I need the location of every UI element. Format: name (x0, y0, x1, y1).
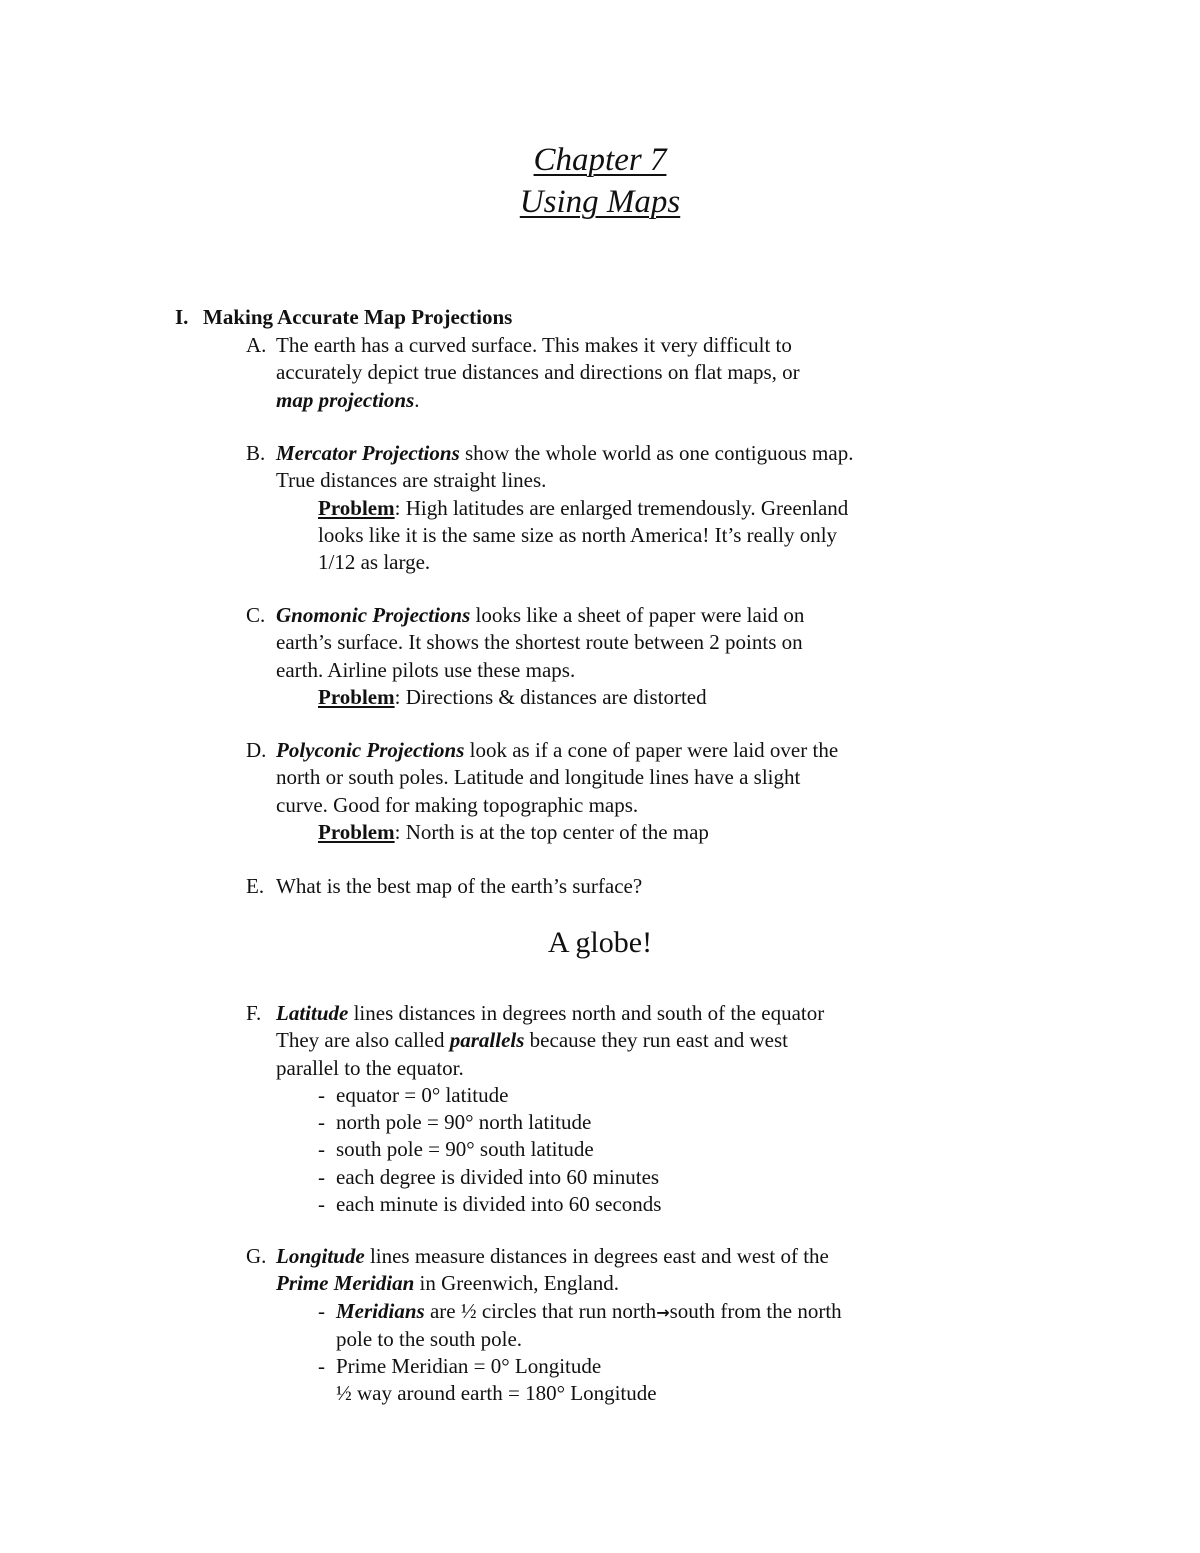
item-b-line1-text: show the whole world as one contiguous map. (459, 441, 854, 465)
item-c-letter: C. (246, 603, 266, 627)
item-b-problem-line3: 1/12 as large. (318, 550, 431, 575)
section-heading (175, 305, 512, 330)
term-latitude: Latitude (276, 1001, 349, 1025)
item-a-line3 (276, 387, 800, 414)
item-a-letter: A. (246, 333, 267, 357)
item-b-letter: B. (246, 441, 266, 465)
item-f-line2-rest: because they run east and west (524, 1028, 788, 1053)
item-f (0, 1000, 824, 1218)
list-item (318, 1191, 824, 1218)
item-d-line2: north or south poles. Latitude and longitude lines have a slight (276, 765, 801, 790)
item-f-line1-text: lines distances in degrees north and south of the equator (348, 1001, 825, 1025)
term-map-projections: map projections (276, 387, 415, 412)
item-d-problem-text: : North is at the top center of the map (394, 819, 709, 844)
item-b (0, 440, 853, 576)
term-gnomonic: Gnomonic Projections (276, 603, 471, 627)
item-b-line1 (276, 440, 853, 467)
item-a-line1: The earth has a curved surface. This makes it very difficult to (276, 333, 792, 357)
item-d-problem (318, 819, 838, 846)
item-a-line2: accurately depict true distances and directions on flat maps, or (276, 360, 800, 385)
list-item (318, 1353, 842, 1380)
bullet-text: Prime Meridian = 0° Longitude (336, 1354, 602, 1379)
item-g-letter: G. (246, 1244, 267, 1268)
term-meridians: Meridians (336, 1298, 425, 1323)
item-a-period: . (414, 387, 420, 412)
chapter-title: Chapter 7 (533, 142, 667, 178)
item-e (0, 873, 642, 900)
item-d-letter: D. (246, 738, 267, 762)
item-e-letter: E. (246, 874, 265, 898)
item-g-line2 (276, 1270, 842, 1297)
item-f-line1 (276, 1000, 824, 1027)
section-title: Making Accurate Map Projections (203, 305, 513, 329)
item-f-line2 (276, 1027, 824, 1054)
bullet-text: equator = 0° latitude (336, 1082, 509, 1107)
item-g-line1-text: lines measure distances in degrees east and west of the (364, 1244, 829, 1268)
item-c-problem (318, 684, 804, 711)
item-c-line3: earth. Airline pilots use these maps. (276, 657, 576, 682)
bullet-text: each minute is divided into 60 seconds (336, 1192, 662, 1217)
term-longitude: Longitude (276, 1244, 365, 1268)
bullet-text: south pole = 90° south latitude (336, 1137, 594, 1162)
problem-label: Problem (318, 819, 395, 844)
bullet-dash: - (318, 1354, 325, 1379)
list-item-continuation: ½ way around earth = 180° Longitude (336, 1381, 657, 1406)
item-b-problem (318, 495, 853, 522)
bullet-dash: - (318, 1137, 325, 1162)
item-f-line3: parallel to the equator. (276, 1055, 464, 1080)
item-g-line2-text: in Greenwich, England. (414, 1271, 619, 1296)
item-e-question: What is the best map of the earth’s surface? (276, 874, 643, 898)
term-mercator: Mercator Projections (276, 441, 460, 465)
list-item (318, 1109, 824, 1136)
list-item-continuation: pole to the south pole. (336, 1326, 523, 1351)
bullet-dash: - (318, 1192, 325, 1217)
section-number: I. (175, 305, 189, 329)
problem-label: Problem (318, 684, 395, 709)
problem-label: Problem (318, 495, 395, 520)
item-f-letter: F. (246, 1001, 262, 1025)
item-c-line1 (276, 602, 804, 629)
list-item (318, 1082, 824, 1109)
list-item (318, 1136, 824, 1163)
bullet-text: each degree is divided into 60 minutes (336, 1164, 660, 1189)
item-a (0, 332, 800, 414)
item-c-line2: earth’s surface. It shows the shortest route between 2 points on (276, 630, 803, 655)
item-f-line2-pre: They are also called (276, 1028, 450, 1053)
term-parallels: parallels (449, 1028, 525, 1053)
item-g (0, 1243, 842, 1408)
item-d-line1-text: look as if a cone of paper were laid over the (464, 738, 839, 762)
bullet-dash: - (318, 1164, 325, 1189)
term-polyconic: Polyconic Projections (276, 738, 465, 762)
item-c-line1-text: looks like a sheet of paper were laid on (470, 603, 805, 627)
bullet-text: are ½ circles that run north (424, 1298, 657, 1323)
bullet-dash: - (318, 1298, 325, 1323)
item-b-line2: True distances are straight lines. (276, 468, 547, 493)
bullet-text-post: south from the north (669, 1298, 842, 1323)
item-d (0, 737, 838, 846)
item-g-line1 (276, 1243, 842, 1270)
bullet-dash: - (318, 1110, 325, 1135)
item-d-line1 (276, 737, 838, 764)
item-c (0, 602, 804, 711)
item-d-line3: curve. Good for making topographic maps. (276, 792, 639, 817)
bullet-text: north pole = 90° north latitude (336, 1110, 592, 1135)
term-prime-meridian: Prime Meridian (276, 1271, 415, 1296)
right-arrow-icon: → (656, 1302, 670, 1322)
item-b-problem-line2: looks like it is the same size as north America! It’s really only (318, 522, 838, 547)
globe-answer: A globe! (547, 926, 653, 959)
item-b-problem-text: : High latitudes are enlarged tremendously. Greenland (394, 495, 849, 520)
list-item (318, 1164, 824, 1191)
list-item (318, 1298, 842, 1326)
bullet-dash: - (318, 1082, 325, 1107)
item-c-problem-text: : Directions & distances are distorted (394, 684, 707, 709)
chapter-subtitle: Using Maps (519, 184, 681, 220)
